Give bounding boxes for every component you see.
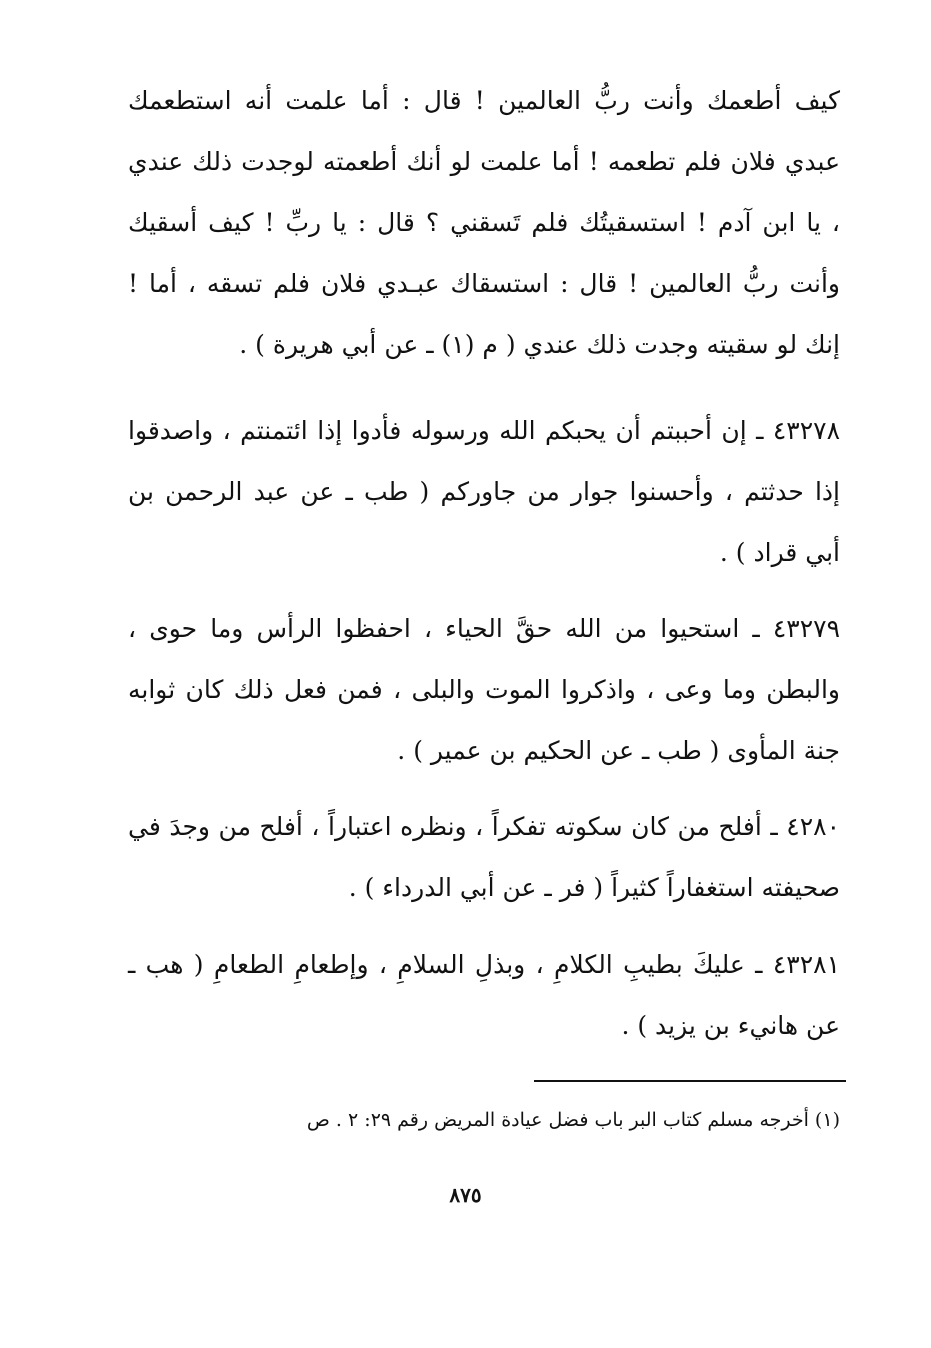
- footnote-divider: [534, 1080, 846, 1082]
- footnote: (١) أخرجه مسلم كتاب البر باب فضل عيادة المريض رقم ٢٩: ٢ . ص: [306, 1109, 840, 1131]
- hadith-4280-paragraph: ٤٢٨٠ ـ أفلح من كان سكوته تفكراً ، ونظره اعتباراً ، أفلح من وجدَ في صحيفته استغفاراً كثيراً ( فر ـ عن أبي الدرداء ) .: [128, 812, 840, 902]
- hadith-43279-paragraph: ٤٣٢٧٩ ـ استحيوا من الله حقَّ الحياء ، احفظوا الرأس وما حوى ، والبطن وما وعى ، واذكروا الموت والبلى ، فمن فعل ذلك كان ثوابه جنة المأوى ( طب ـ عن الحكيم بن عمير ) .: [128, 614, 840, 765]
- hadith-continuation-paragraph: كيف أطعمك وأنت ربُّ العالمين ! قال : أما علمت أنه استطعمك عبدي فلان فلم تطعمه ! أما علمت لو أنك أطعمته لوجدت ذلك عندي ، يا ابن آدم ! استسقيتُك فلم تَسقني ؟ قال : يا ربِّ ! كيف أسقيك وأنت ربُّ العالمين ! قال : استسقاك عبـدي فلان فلم تسقه ، أما ! إنك لو سقيته وجدت ذلك عندي ( م (١) ـ عن أبي هريرة ) .: [128, 86, 840, 359]
- hadith-43281-paragraph: ٤٣٢٨١ ـ عليكَ بطيبِ الكلامِ ، وبذلِ السلامِ ، وإطعامِ الطعامِ ( هب ـ عن هانيء بن يزيد ) .: [128, 950, 840, 1040]
- hadith-43278-paragraph: ٤٣٢٧٨ ـ إن أحببتم أن يحبكم الله ورسوله فأدوا إذا ائتمنتم ، واصدقوا إذا حدثتم ، وأحسنوا جوار من جاوركم ( طب ـ عن عبد الرحمن بن أبي قراد ) .: [128, 416, 840, 567]
- page-number: ٨٧٥: [449, 1183, 482, 1207]
